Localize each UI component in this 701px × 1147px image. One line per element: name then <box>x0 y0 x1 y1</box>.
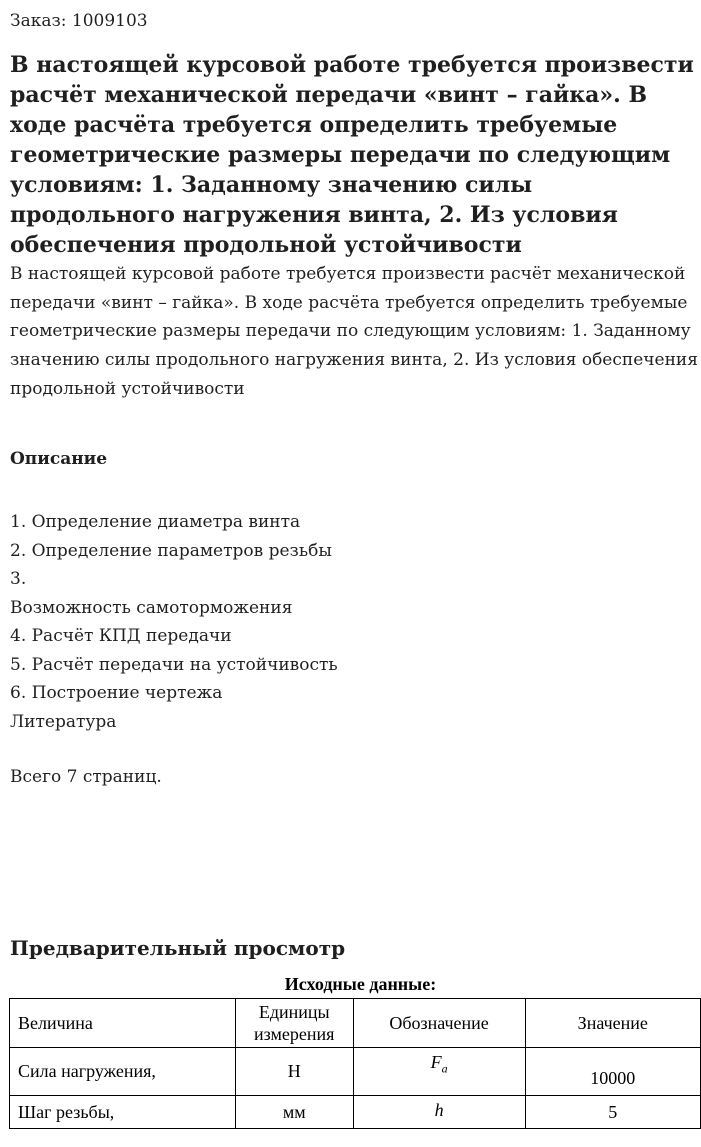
intro-paragraph: В настоящей курсовой работе требуется произвести расчёт механической передачи «винт – гайка». В ходе расчёта требуется определить требуемые геометрические размеры передачи по следующим условиям: 1. Заданному значению силы продольного нагружения винта, 2. Из условия обеспечения продольной устойчивости <box>10 264 698 399</box>
description-heading: Описание <box>10 449 108 469</box>
header-cell-units: Единицы измерения <box>235 999 353 1048</box>
symbol-text: $F_a$ <box>430 1052 448 1076</box>
cell-quantity: Шаг резьбы, <box>10 1096 236 1129</box>
symbol-text: h <box>434 1099 444 1120</box>
table-row <box>10 1048 701 1096</box>
page-count: Всего 7 страниц. <box>10 767 162 787</box>
cell-unit: мм <box>235 1096 353 1129</box>
header-cell-quantity: Величина <box>10 999 236 1048</box>
list-item: 6. Построение чертежа <box>10 683 223 703</box>
list-item: 5. Расчёт передачи на устойчивость <box>10 654 338 675</box>
header-cell-value: Значение <box>525 999 700 1048</box>
list-item: Возможность самоторможения <box>10 597 293 618</box>
contents-list <box>10 508 338 736</box>
list-item: Литература <box>10 711 117 732</box>
page-title: В настоящей курсовой работе требуется произвести расчёт механической передачи «винт – гайка». В ходе расчёта требуется определить требуемые геометрические размеры передачи по следующим условиям: 1. Заданному значению силы продольного нагружения винта, 2. Из условия обеспечения продольной устойчивости <box>10 52 694 258</box>
table-header-row <box>10 999 701 1048</box>
list-item: 1. Определение диаметра винта <box>10 512 301 532</box>
cell-symbol <box>353 1048 525 1096</box>
table-caption: Исходные данные: <box>284 974 437 994</box>
cell-value: 10000 <box>525 1048 700 1096</box>
cell-symbol <box>353 1096 525 1129</box>
table-row <box>10 1096 701 1129</box>
header-cell-symbol: Обозначение <box>353 999 525 1048</box>
list-item: 3. <box>10 569 27 589</box>
source-data-table <box>9 998 701 1129</box>
cell-unit: Н <box>235 1048 353 1096</box>
cell-quantity: Сила нагружения, <box>10 1048 236 1096</box>
list-item: 4. Расчёт КПД передачи <box>10 626 232 646</box>
preview-heading: Предварительный просмотр <box>10 936 346 960</box>
list-item: 2. Определение параметров резьбы <box>10 540 332 561</box>
order-number: Заказ: 1009103 <box>10 11 148 31</box>
cell-value: 5 <box>525 1096 700 1129</box>
